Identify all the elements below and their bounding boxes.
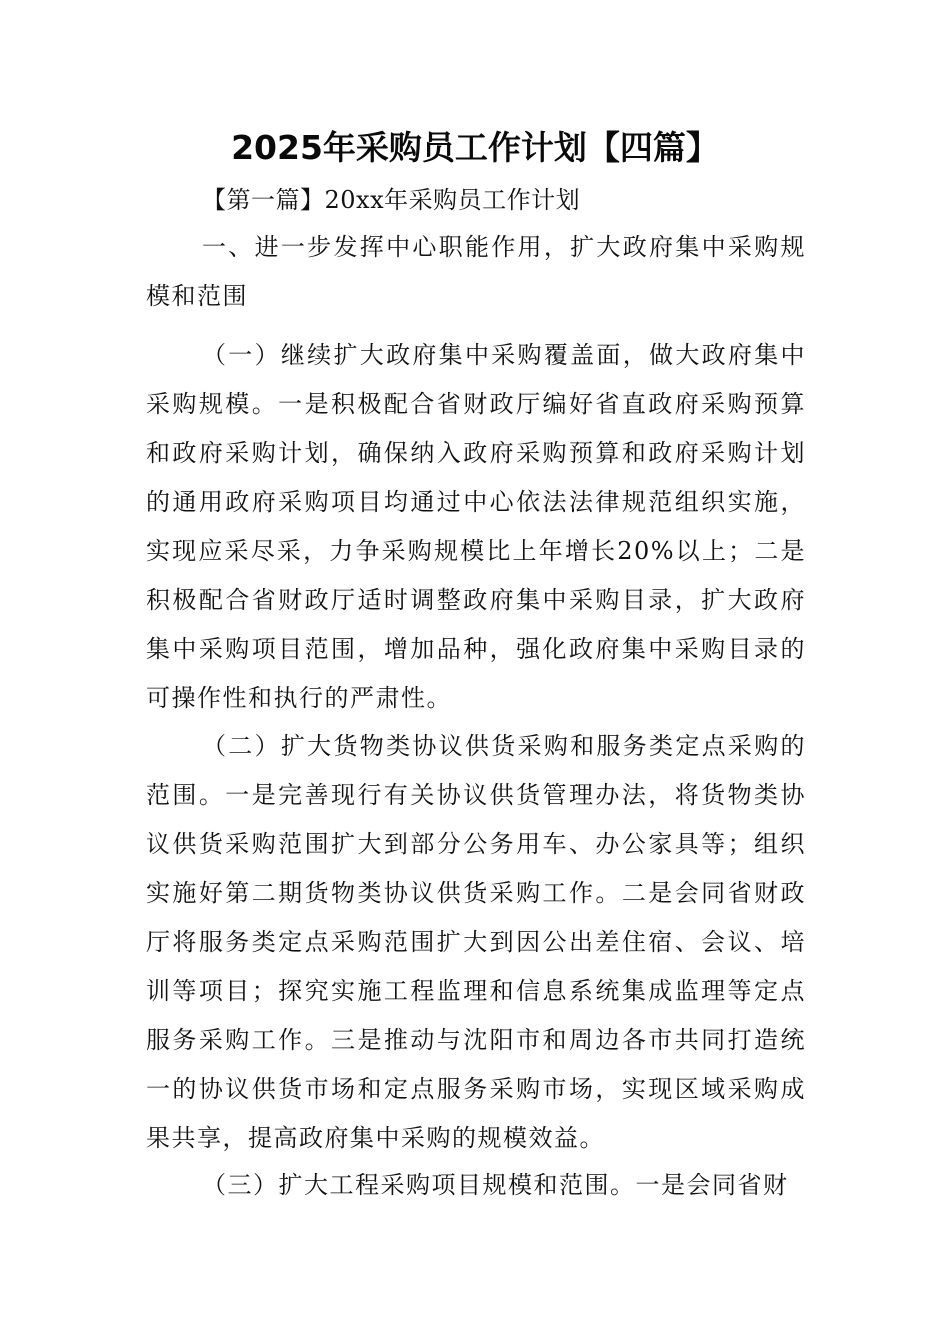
paragraph-1: （一）继续扩大政府集中采购覆盖面，做大政府集中采购规模。一是积极配合省财政厅编好省直政府采购预算和政府采购计划，确保纳入政府采购预算和政府采购计划的通用政府采购项目均通过中心依法法律规范组织实施，实现应采尽采，力争采购规模比上年增长20%以上；二是积极配合省财政厅适时调整政府集中采购目录，扩大政府集中采购项目范围，增加品种，强化政府集中采购目录的可操作性和执行的严肃性。 bbox=[146, 341, 806, 712]
paragraph-2: （二）扩大货物类协议供货采购和服务类定点采购的范围。一是完善现行有关协议供货管理办法，将货物类协议供货采购范围扩大到部分公务用车、办公家具等；组织实施好第二期货物类协议供货采购工作。二是会同省财政厅将服务类定点采购范围扩大到因公出差住宿、会议、培训等项目；探究实施工程监理和信息系统集成监理等定点服务采购工作。三是推动与沈阳市和周边各市共同打造统一的协议供货市场和定点服务采购市场，实现区域采购成果共享，提高政府集中采购的规模效益。 bbox=[146, 732, 806, 1152]
paragraph-3: （三）扩大工程采购项目规模和范围。一是会同省财 bbox=[202, 1171, 789, 1199]
document-subtitle: 【第一篇】20xx年采购员工作计划 bbox=[202, 186, 581, 214]
document-title: 2025年采购员工作计划【四篇】 bbox=[231, 128, 719, 167]
section-heading: 一、进一步发挥中心职能作用，扩大政府集中采购规模和范围 bbox=[146, 233, 806, 310]
